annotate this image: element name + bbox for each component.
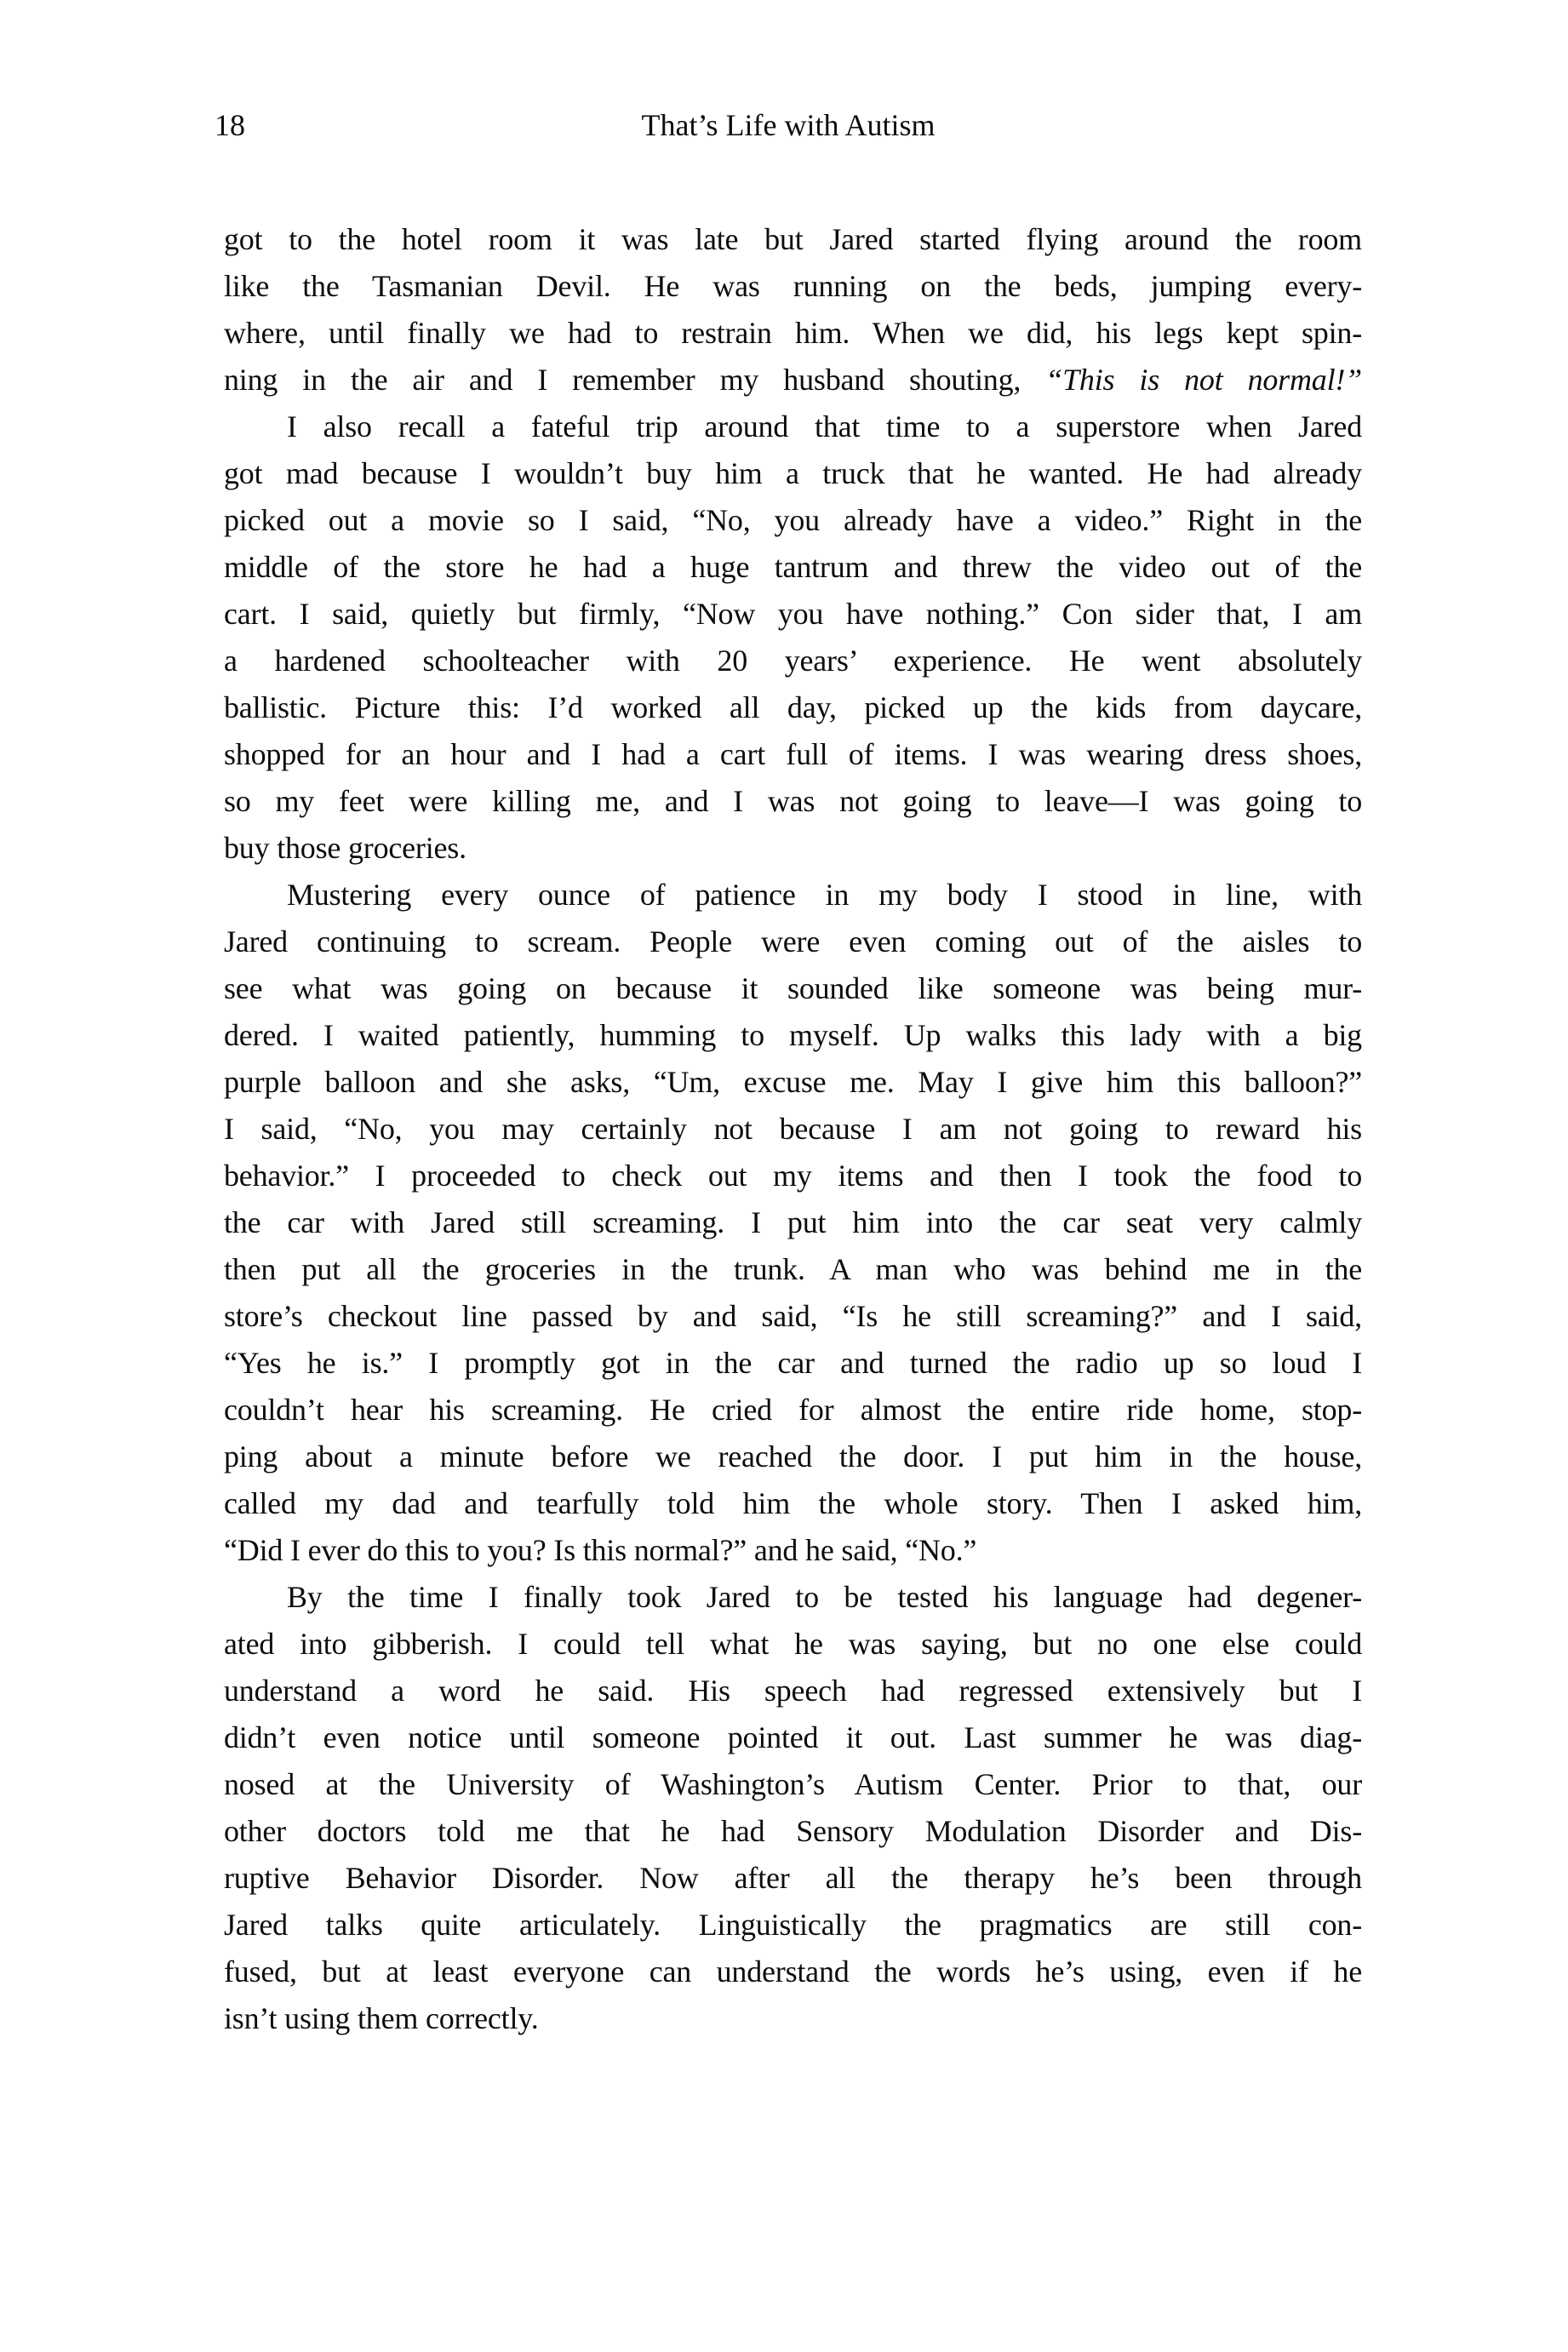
text-line: couldn’t hear his screaming. He cried for almost the entire ride home, stop- — [224, 1393, 1362, 1427]
text-segment: ning in the air and I remember my husband shouting, — [224, 363, 1046, 397]
text-line: I said, “No, you may certainly not because I am not going to reward his — [224, 1112, 1362, 1146]
text-line: where, until finally we had to restrain him. When we did, his legs kept spin- — [224, 316, 1362, 350]
text-line: the car with Jared still screaming. I put him into the car seat very calmly — [224, 1205, 1362, 1239]
text-line: Jared continuing to scream. People were even coming out of the aisles to — [224, 924, 1362, 959]
paragraph — [224, 403, 1362, 872]
text-line: so my feet were killing me, and I was not going to leave—I was going to — [224, 784, 1362, 818]
paragraph — [224, 1574, 1362, 2042]
page-header — [215, 106, 1362, 145]
text-line: ping about a minute before we reached the door. I put him in the house, — [224, 1439, 1362, 1474]
paragraph — [224, 216, 1362, 403]
text-line: see what was going on because it sounded like someone was being mur- — [224, 971, 1362, 1005]
text-line: then put all the groceries in the trunk. A man who was behind me in the — [224, 1252, 1362, 1286]
text-line: other doctors told me that he had Sensory Modulation Disorder and Dis- — [224, 1814, 1362, 1848]
text-line: store’s checkout line passed by and said, “Is he still screaming?” and I said, — [224, 1299, 1362, 1333]
text-line: middle of the store he had a huge tantrum and threw the video out of the — [224, 550, 1362, 584]
running-head: That’s Life with Autism — [641, 108, 936, 142]
text-line: understand a word he said. His speech had regressed extensively but I — [224, 1674, 1362, 1708]
paragraph — [224, 872, 1362, 1574]
text-line: fused, but at least everyone can understand the words he’s using, even if he — [224, 1954, 1362, 1989]
text-line: ated into gibberish. I could tell what he was saying, but no one else could — [224, 1627, 1362, 1661]
text-line: cart. I said, quietly but firmly, “Now you have nothing.” Con sider that, I am — [224, 597, 1362, 631]
body-text — [224, 216, 1362, 2042]
text-line: got to the hotel room it was late but Jared started flying around the room — [224, 222, 1362, 256]
text-line: didn’t even notice until someone pointed it out. Last summer he was diag- — [224, 1720, 1362, 1754]
text-line: a hardened schoolteacher with 20 years’ experience. He went absolutely — [224, 644, 1362, 678]
text-line: behavior.” I proceeded to check out my items and then I took the food to — [224, 1159, 1362, 1193]
text-line: “Yes he is.” I promptly got in the car and turned the radio up so loud I — [224, 1346, 1362, 1380]
text-line: shopped for an hour and I had a cart full of items. I was wearing dress shoes, — [224, 737, 1362, 771]
text-line: By the time I finally took Jared to be tested his language had degener- — [287, 1580, 1362, 1614]
text-line: I also recall a fateful trip around that time to a superstore when Jared — [287, 409, 1362, 444]
text-line: called my dad and tearfully told him the whole story. Then I asked him, — [224, 1486, 1362, 1520]
text-line: picked out a movie so I said, “No, you already have a video.” Right in the — [224, 503, 1362, 537]
text-line: buy those groceries. — [224, 831, 466, 865]
italic-text-segment: “This is not normal!” — [1045, 363, 1362, 397]
text-line: nosed at the University of Washington’s Autism Center. Prior to that, our — [224, 1767, 1362, 1801]
text-line: ruptive Behavior Disorder. Now after all the therapy he’s been through — [224, 1861, 1362, 1895]
text-line: dered. I waited patiently, humming to myself. Up walks this lady with a big — [224, 1018, 1362, 1052]
text-line: Jared talks quite articulately. Linguistically the pragmatics are still con- — [224, 1908, 1362, 1942]
text-line: purple balloon and she asks, “Um, excuse me. May I give him this balloon?” — [224, 1065, 1362, 1099]
text-line: got mad because I wouldn’t buy him a truck that he wanted. He had already — [224, 456, 1362, 490]
text-line: Mustering every ounce of patience in my body I stood in line, with — [287, 878, 1362, 912]
text-line: ballistic. Picture this: I’d worked all day, picked up the kids from daycare, — [224, 690, 1362, 724]
text-line: like the Tasmanian Devil. He was running on the beds, jumping every- — [224, 269, 1362, 303]
text-line: “Did I ever do this to you? Is this normal?” and he said, “No.” — [224, 1533, 977, 1567]
page-number: 18 — [215, 108, 245, 142]
text-line — [224, 357, 1362, 403]
text-line: isn’t using them correctly. — [224, 2001, 539, 2035]
